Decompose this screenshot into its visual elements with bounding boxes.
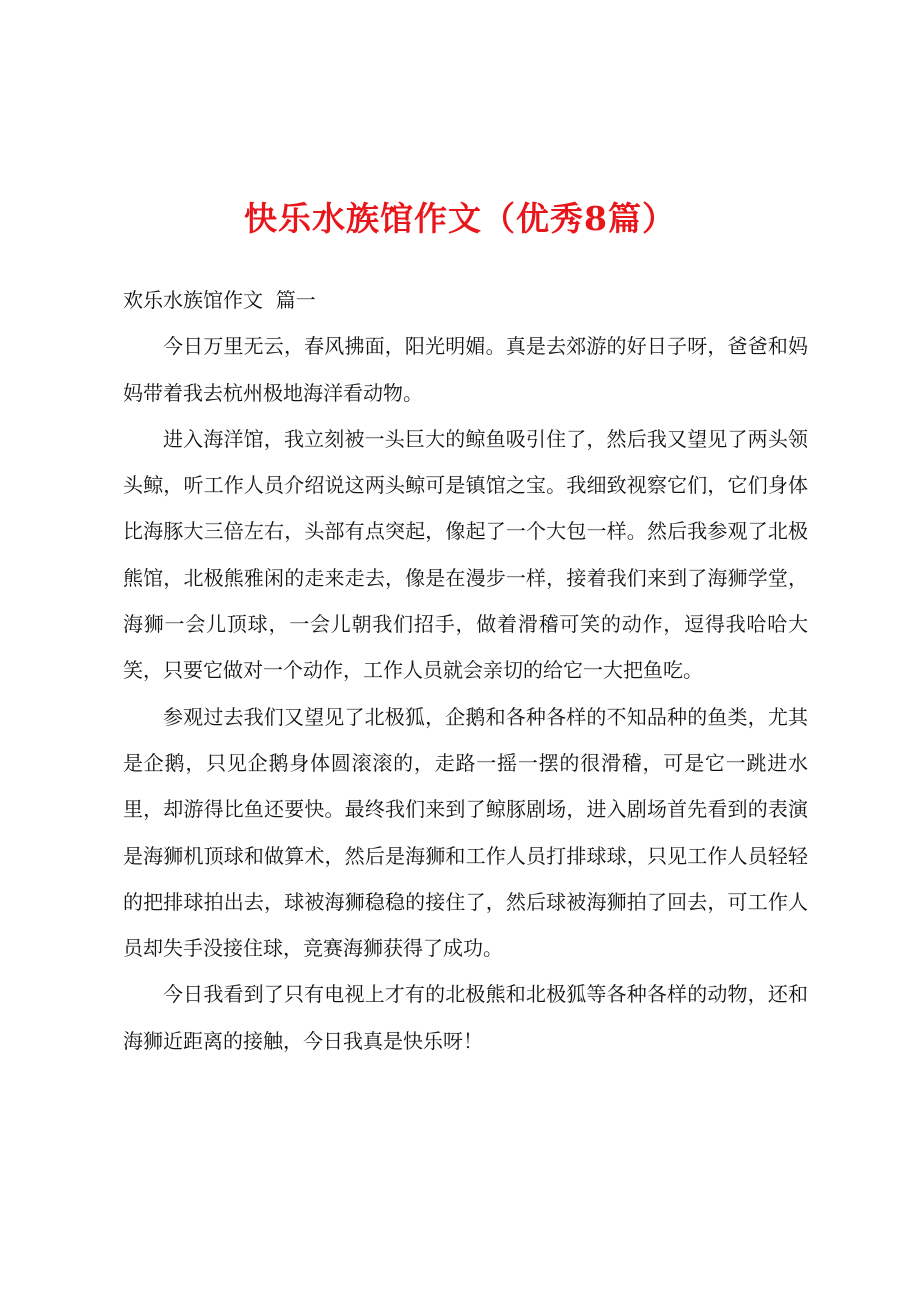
paragraph-3: 参观过去我们又望见了北极狐，企鹅和各种各样的不知品种的鱼类，尤其是企鹅，只见企鹅身体圆滚滚的，走路一摇一摆的很滑稽，可是它一跳进水里，却游得比鱼还要快。最终我们来到了鲸豚剧场，进入剧场首先看到的表演是海狮机顶球和做算术，然后是海狮和工作人员打排球球，只见工作人员轻轻的把排球拍出去，球被海狮稳稳的接住了，然后球被海狮拍了回去，可工作人员却失手没接住球，竞赛海狮获得了成功。	[123, 704, 808, 961]
document-body	[123, 277, 808, 1064]
paragraph-4: 今日我看到了只有电视上才有的北极熊和北极狐等各种各样的动物，还和海狮近距离的接触，今日我真是快乐呀！	[123, 982, 808, 1053]
section-heading: 欢乐水族馆作文 篇一	[123, 288, 316, 312]
paragraph-1: 今日万里无云，春风拂面，阳光明媚。真是去郊游的好日子呀，爸爸和妈妈带着我去杭州极地海洋看动物。	[123, 334, 808, 405]
paragraph-2: 进入海洋馆，我立刻被一头巨大的鲸鱼吸引住了，然后我又望见了两头领头鲸，听工作人员介绍说这两头鲸可是镇馆之宝。我细致视察它们，它们身体比海豚大三倍左右，头部有点突起，像起了一个大包一样。然后我参观了北极熊馆，北极熊雅闲的走来走去，像是在漫步一样，接着我们来到了海狮学堂，海狮一会儿顶球，一会儿朝我们招手，做着滑稽可笑的动作，逗得我哈哈大笑，只要它做对一个动作，工作人员就会亲切的给它一大把鱼吃。	[123, 426, 808, 683]
document-title: 快乐水族馆作文（优秀8篇）	[244, 199, 676, 238]
